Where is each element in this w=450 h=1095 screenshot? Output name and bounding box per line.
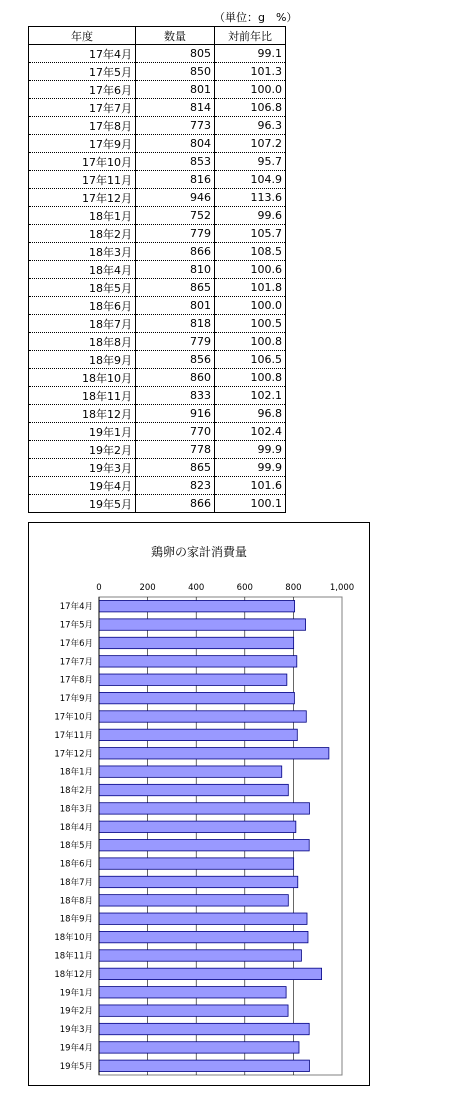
cell-period: 18年7月: [29, 315, 136, 333]
table-row: [29, 495, 286, 513]
category-label: 17年4月: [59, 602, 93, 613]
category-label: 18年3月: [59, 804, 93, 815]
cell-yoy: 107.2: [215, 135, 286, 153]
bar: [99, 821, 296, 832]
table-row: [29, 441, 286, 459]
cell-quantity: 866: [136, 495, 215, 513]
cell-yoy: 105.7: [215, 225, 286, 243]
cell-yoy: 99.1: [215, 45, 286, 63]
chart-panel: [28, 522, 370, 1086]
table-row: [29, 315, 286, 333]
cell-yoy: 100.8: [215, 333, 286, 351]
table-row: [29, 405, 286, 423]
bar-chart: [29, 523, 369, 1085]
table-row: [29, 477, 286, 495]
cell-period: 18年11月: [29, 387, 136, 405]
cell-quantity: 801: [136, 81, 215, 99]
table-row: [29, 459, 286, 477]
cell-period: 19年5月: [29, 495, 136, 513]
cell-quantity: 816: [136, 171, 215, 189]
x-tick-label: 0: [96, 583, 102, 593]
category-label: 18年5月: [59, 841, 93, 852]
bar: [99, 1023, 309, 1034]
cell-quantity: 860: [136, 369, 215, 387]
table-header-row: [29, 27, 286, 45]
bar: [99, 637, 294, 648]
cell-quantity: 853: [136, 153, 215, 171]
chart-title: 鶏卵の家計消費量: [150, 545, 247, 559]
bar: [99, 748, 329, 759]
x-tick-label: 1,000: [329, 583, 355, 593]
cell-quantity: 823: [136, 477, 215, 495]
category-label: 18年7月: [59, 877, 93, 888]
cell-period: 17年5月: [29, 63, 136, 81]
cell-quantity: 773: [136, 117, 215, 135]
bar: [99, 895, 288, 906]
cell-yoy: 102.1: [215, 387, 286, 405]
table-row: [29, 99, 286, 117]
table-row: [29, 153, 286, 171]
category-label: 19年3月: [59, 1025, 93, 1036]
cell-period: 17年8月: [29, 117, 136, 135]
cell-period: 18年3月: [29, 243, 136, 261]
table-row: [29, 207, 286, 225]
header-quantity: 数量: [136, 27, 215, 45]
cell-quantity: 779: [136, 225, 215, 243]
category-label: 19年2月: [59, 1006, 93, 1017]
cell-yoy: 101.6: [215, 477, 286, 495]
table-row: [29, 45, 286, 63]
category-label: 18年8月: [59, 896, 93, 907]
bar: [99, 692, 294, 703]
cell-yoy: 101.3: [215, 63, 286, 81]
bar: [99, 803, 309, 814]
cell-quantity: 946: [136, 189, 215, 207]
cell-quantity: 818: [136, 315, 215, 333]
category-label: 18年6月: [59, 859, 93, 870]
cell-yoy: 100.0: [215, 297, 286, 315]
cell-yoy: 106.5: [215, 351, 286, 369]
cell-period: 19年1月: [29, 423, 136, 441]
cell-quantity: 752: [136, 207, 215, 225]
category-label: 17年10月: [54, 712, 93, 723]
bar: [99, 987, 286, 998]
bar: [99, 968, 322, 979]
cell-period: 18年10月: [29, 369, 136, 387]
table-row: [29, 243, 286, 261]
table-row: [29, 189, 286, 207]
cell-quantity: 805: [136, 45, 215, 63]
cell-quantity: 865: [136, 279, 215, 297]
cell-period: 18年4月: [29, 261, 136, 279]
cell-yoy: 100.6: [215, 261, 286, 279]
category-label: 17年12月: [54, 749, 93, 760]
category-label: 17年11月: [54, 730, 93, 741]
category-label: 17年6月: [59, 638, 93, 649]
cell-quantity: 865: [136, 459, 215, 477]
cell-period: 17年12月: [29, 189, 136, 207]
cell-yoy: 96.8: [215, 405, 286, 423]
table-row: [29, 351, 286, 369]
cell-period: 18年8月: [29, 333, 136, 351]
x-tick-label: 800: [285, 583, 302, 593]
category-label: 17年5月: [59, 620, 93, 631]
cell-period: 18年2月: [29, 225, 136, 243]
table-row: [29, 369, 286, 387]
table-row: [29, 279, 286, 297]
x-tick-label: 200: [139, 583, 156, 593]
bar: [99, 1042, 299, 1053]
cell-quantity: 804: [136, 135, 215, 153]
category-label: 18年12月: [54, 969, 93, 980]
cell-yoy: 104.9: [215, 171, 286, 189]
cell-quantity: 833: [136, 387, 215, 405]
bar: [99, 600, 295, 611]
bar: [99, 931, 308, 942]
cell-quantity: 850: [136, 63, 215, 81]
cell-yoy: 100.1: [215, 495, 286, 513]
table-row: [29, 63, 286, 81]
cell-period: 18年1月: [29, 207, 136, 225]
unit-note: （単位：g %）: [214, 11, 298, 24]
cell-period: 17年4月: [29, 45, 136, 63]
cell-period: 17年7月: [29, 99, 136, 117]
table-row: [29, 171, 286, 189]
cell-yoy: 100.5: [215, 315, 286, 333]
category-label: 19年4月: [59, 1043, 93, 1054]
cell-yoy: 100.8: [215, 369, 286, 387]
x-tick-label: 600: [236, 583, 253, 593]
cell-quantity: 778: [136, 441, 215, 459]
table-row: [29, 117, 286, 135]
table-row: [29, 135, 286, 153]
cell-period: 18年5月: [29, 279, 136, 297]
category-label: 17年8月: [59, 675, 93, 686]
cell-quantity: 779: [136, 333, 215, 351]
cell-yoy: 99.9: [215, 441, 286, 459]
category-label: 17年9月: [59, 694, 93, 705]
cell-period: 17年10月: [29, 153, 136, 171]
bar: [99, 858, 294, 869]
bar: [99, 656, 297, 667]
cell-yoy: 99.6: [215, 207, 286, 225]
cell-period: 19年4月: [29, 477, 136, 495]
header-period: 年度: [29, 27, 136, 45]
table-row: [29, 333, 286, 351]
cell-period: 18年12月: [29, 405, 136, 423]
cell-yoy: 96.3: [215, 117, 286, 135]
cell-period: 18年9月: [29, 351, 136, 369]
bar: [99, 784, 288, 795]
cell-quantity: 866: [136, 243, 215, 261]
bar: [99, 950, 301, 961]
cell-period: 19年2月: [29, 441, 136, 459]
category-label: 18年4月: [59, 822, 93, 833]
cell-yoy: 106.8: [215, 99, 286, 117]
table-row: [29, 225, 286, 243]
bar: [99, 729, 297, 740]
cell-yoy: 101.8: [215, 279, 286, 297]
cell-yoy: 113.6: [215, 189, 286, 207]
cell-yoy: 99.9: [215, 459, 286, 477]
bar: [99, 766, 282, 777]
x-tick-label: 400: [188, 583, 205, 593]
header-yoy: 対前年比: [215, 27, 286, 45]
category-label: 18年2月: [59, 786, 93, 797]
cell-quantity: 770: [136, 423, 215, 441]
bar: [99, 913, 307, 924]
category-label: 19年5月: [59, 1061, 93, 1072]
cell-yoy: 102.4: [215, 423, 286, 441]
category-label: 18年1月: [59, 767, 93, 778]
cell-quantity: 810: [136, 261, 215, 279]
category-label: 18年9月: [59, 914, 93, 925]
category-label: 18年11月: [54, 951, 93, 962]
cell-period: 19年3月: [29, 459, 136, 477]
cell-quantity: 856: [136, 351, 215, 369]
table-row: [29, 297, 286, 315]
cell-period: 17年9月: [29, 135, 136, 153]
cell-quantity: 801: [136, 297, 215, 315]
cell-yoy: 100.0: [215, 81, 286, 99]
category-label: 19年1月: [59, 988, 93, 999]
table-row: [29, 387, 286, 405]
category-label: 17年7月: [59, 657, 93, 668]
bar: [99, 711, 306, 722]
bar: [99, 876, 298, 887]
cell-quantity: 916: [136, 405, 215, 423]
bar: [99, 839, 309, 850]
cell-yoy: 95.7: [215, 153, 286, 171]
bar: [99, 1060, 309, 1071]
table-row: [29, 81, 286, 99]
bar: [99, 1005, 288, 1016]
table-row: [29, 261, 286, 279]
cell-yoy: 108.5: [215, 243, 286, 261]
plot-area: [99, 597, 342, 1075]
cell-period: 17年11月: [29, 171, 136, 189]
cell-period: 17年6月: [29, 81, 136, 99]
bar: [99, 619, 306, 630]
cell-quantity: 814: [136, 99, 215, 117]
table-row: [29, 423, 286, 441]
data-table: [28, 26, 286, 513]
cell-period: 18年6月: [29, 297, 136, 315]
bar: [99, 674, 287, 685]
category-label: 18年10月: [54, 933, 93, 944]
